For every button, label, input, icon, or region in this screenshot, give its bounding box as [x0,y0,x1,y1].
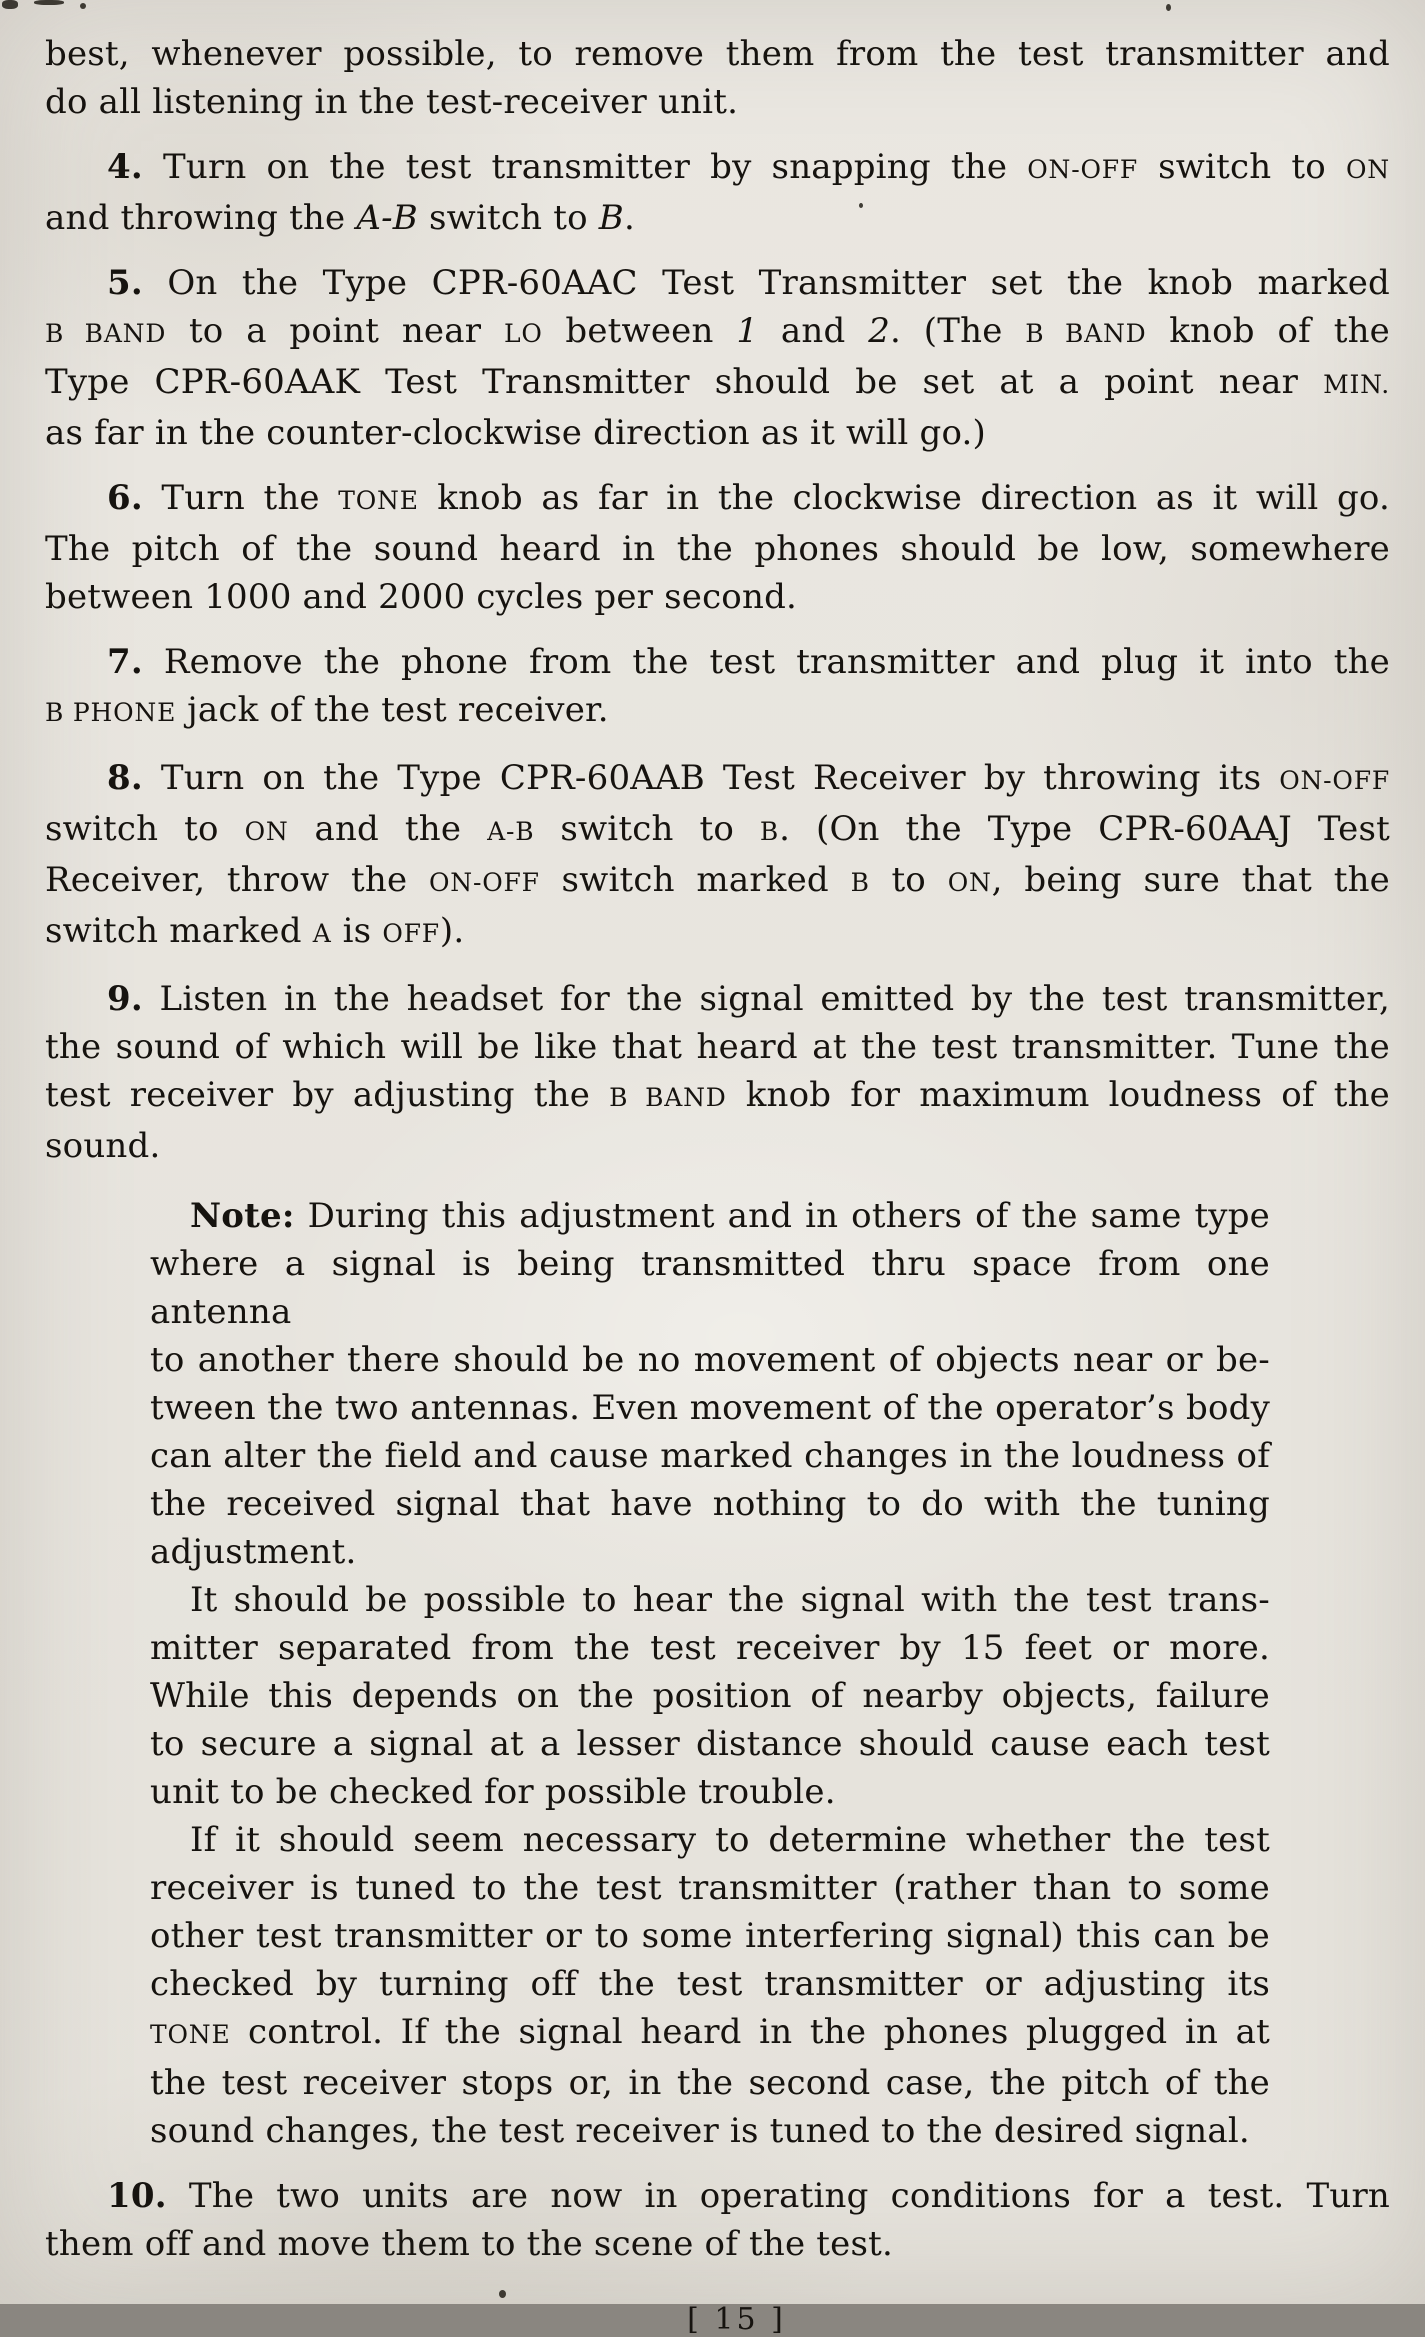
text-line: 10. The two units are now in operating conditions for a test. Turn [107,2176,1390,2216]
text-line: where a signal is being transmitted thru space from one antenna [150,1244,1270,1332]
text-line: test receiver by adjusting the B BAND knob for maximum loudness of the [45,1075,1390,1115]
note-paragraph-3 [150,1816,1270,2155]
text-line: can alter the field and cause marked changes in the loudness of [150,1436,1270,1476]
text-line: Receiver, throw the ON-OFF switch marked B to ON, being sure that the [45,860,1390,900]
step-9 [45,975,1390,1170]
note-paragraph-2 [150,1576,1270,1816]
text-line: While this depends on the position of nearby objects, failure [150,1676,1270,1716]
text-line: as far in the counter-clockwise direction as it will go.) [45,413,987,453]
text-line: unit to be checked for possible trouble. [150,1772,836,1812]
text-line: do all listening in the test-receiver unit. [45,82,739,122]
text-line: best, whenever possible, to remove them from the test transmitter and [45,34,1390,74]
step-5 [45,259,1390,457]
text-line: checked by turning off the test transmitter or adjusting its [150,1964,1270,2004]
text-line: sound changes, the test receiver is tuned to the desired signal. [150,2111,1250,2151]
step-4 [45,143,1390,242]
text-line: mitter separated from the test receiver by 15 feet or more. [150,1628,1270,1668]
text-line: It should be possible to hear the signal with the test trans- [190,1580,1270,1620]
text-line: adjustment. [150,1532,357,1572]
text-line: other test transmitter or to some interfering signal) this can be [150,1916,1270,1956]
text-line: switch to ON and the A-B switch to B. (On the Type CPR-60AAJ Test [45,809,1390,849]
page-number: [ 15 ] [687,2302,786,2337]
page-footer [0,2302,1425,2337]
text-line: B BAND to a point near LO between 1 and 2. (The B BAND knob of the [45,311,1390,351]
step-10 [45,2172,1390,2268]
text-line: switch marked A is OFF). [45,911,465,951]
step-8 [45,754,1390,958]
text-line: tween the two antennas. Even movement of the operator’s body [150,1388,1270,1428]
text-line: 5. On the Type CPR-60AAC Test Transmitter set the knob marked [107,263,1390,303]
text-line: between 1000 and 2000 cycles per second. [45,577,798,617]
continuation-paragraph [45,30,1390,126]
text-line: sound. [45,1126,161,1166]
text-line: 8. Turn on the Type CPR-60AAB Test Receiver by throwing its ON-OFF [107,758,1390,798]
text-line: 4. Turn on the test transmitter by snapping the ON-OFF switch to ON [107,147,1390,187]
text-line: The pitch of the sound heard in the phones should be low, somewhere [45,529,1390,569]
scan-speck [80,3,86,9]
text-line: the test receiver stops or, in the second case, the pitch of the [150,2063,1270,2103]
text-line: receiver is tuned to the test transmitter (rather than to some [150,1868,1270,1908]
text-line: 6. Turn the TONE knob as far in the clockwise direction as it will go. [107,478,1390,518]
text-line: the sound of which will be like that heard at the test transmitter. Tune the [45,1027,1390,1067]
scan-speck [499,2290,506,2298]
text-line: 7. Remove the phone from the test transmitter and plug it into the [107,642,1390,682]
text-line: them off and move them to the scene of the test. [45,2224,894,2264]
step-6 [45,474,1390,621]
scan-speck [859,203,863,208]
text-line: Type CPR-60AAK Test Transmitter should be set at a point near MIN. [45,362,1390,402]
text-line: B PHONE jack of the test receiver. [45,690,609,730]
text-line: to another there should be no movement of objects near or be- [150,1340,1270,1380]
text-line: 9. Listen in the headset for the signal emitted by the test transmitter, [107,979,1390,1019]
note-paragraph-1 [150,1192,1270,1576]
scan-speck [2,0,18,9]
text-line: Note: During this adjustment and in others of the same type [190,1196,1270,1236]
scan-speck [34,0,64,5]
scan-speck [1166,4,1171,11]
step-7 [45,638,1390,737]
text-line: the received signal that have nothing to do with the tuning [150,1484,1270,1524]
text-line: and throwing the A-B switch to B. [45,198,635,238]
text-line: to secure a signal at a lesser distance should cause each test [150,1724,1270,1764]
text-line: TONE control. If the signal heard in the phones plugged in at [150,2012,1270,2052]
text-line: If it should seem necessary to determine whether the test [190,1820,1270,1860]
